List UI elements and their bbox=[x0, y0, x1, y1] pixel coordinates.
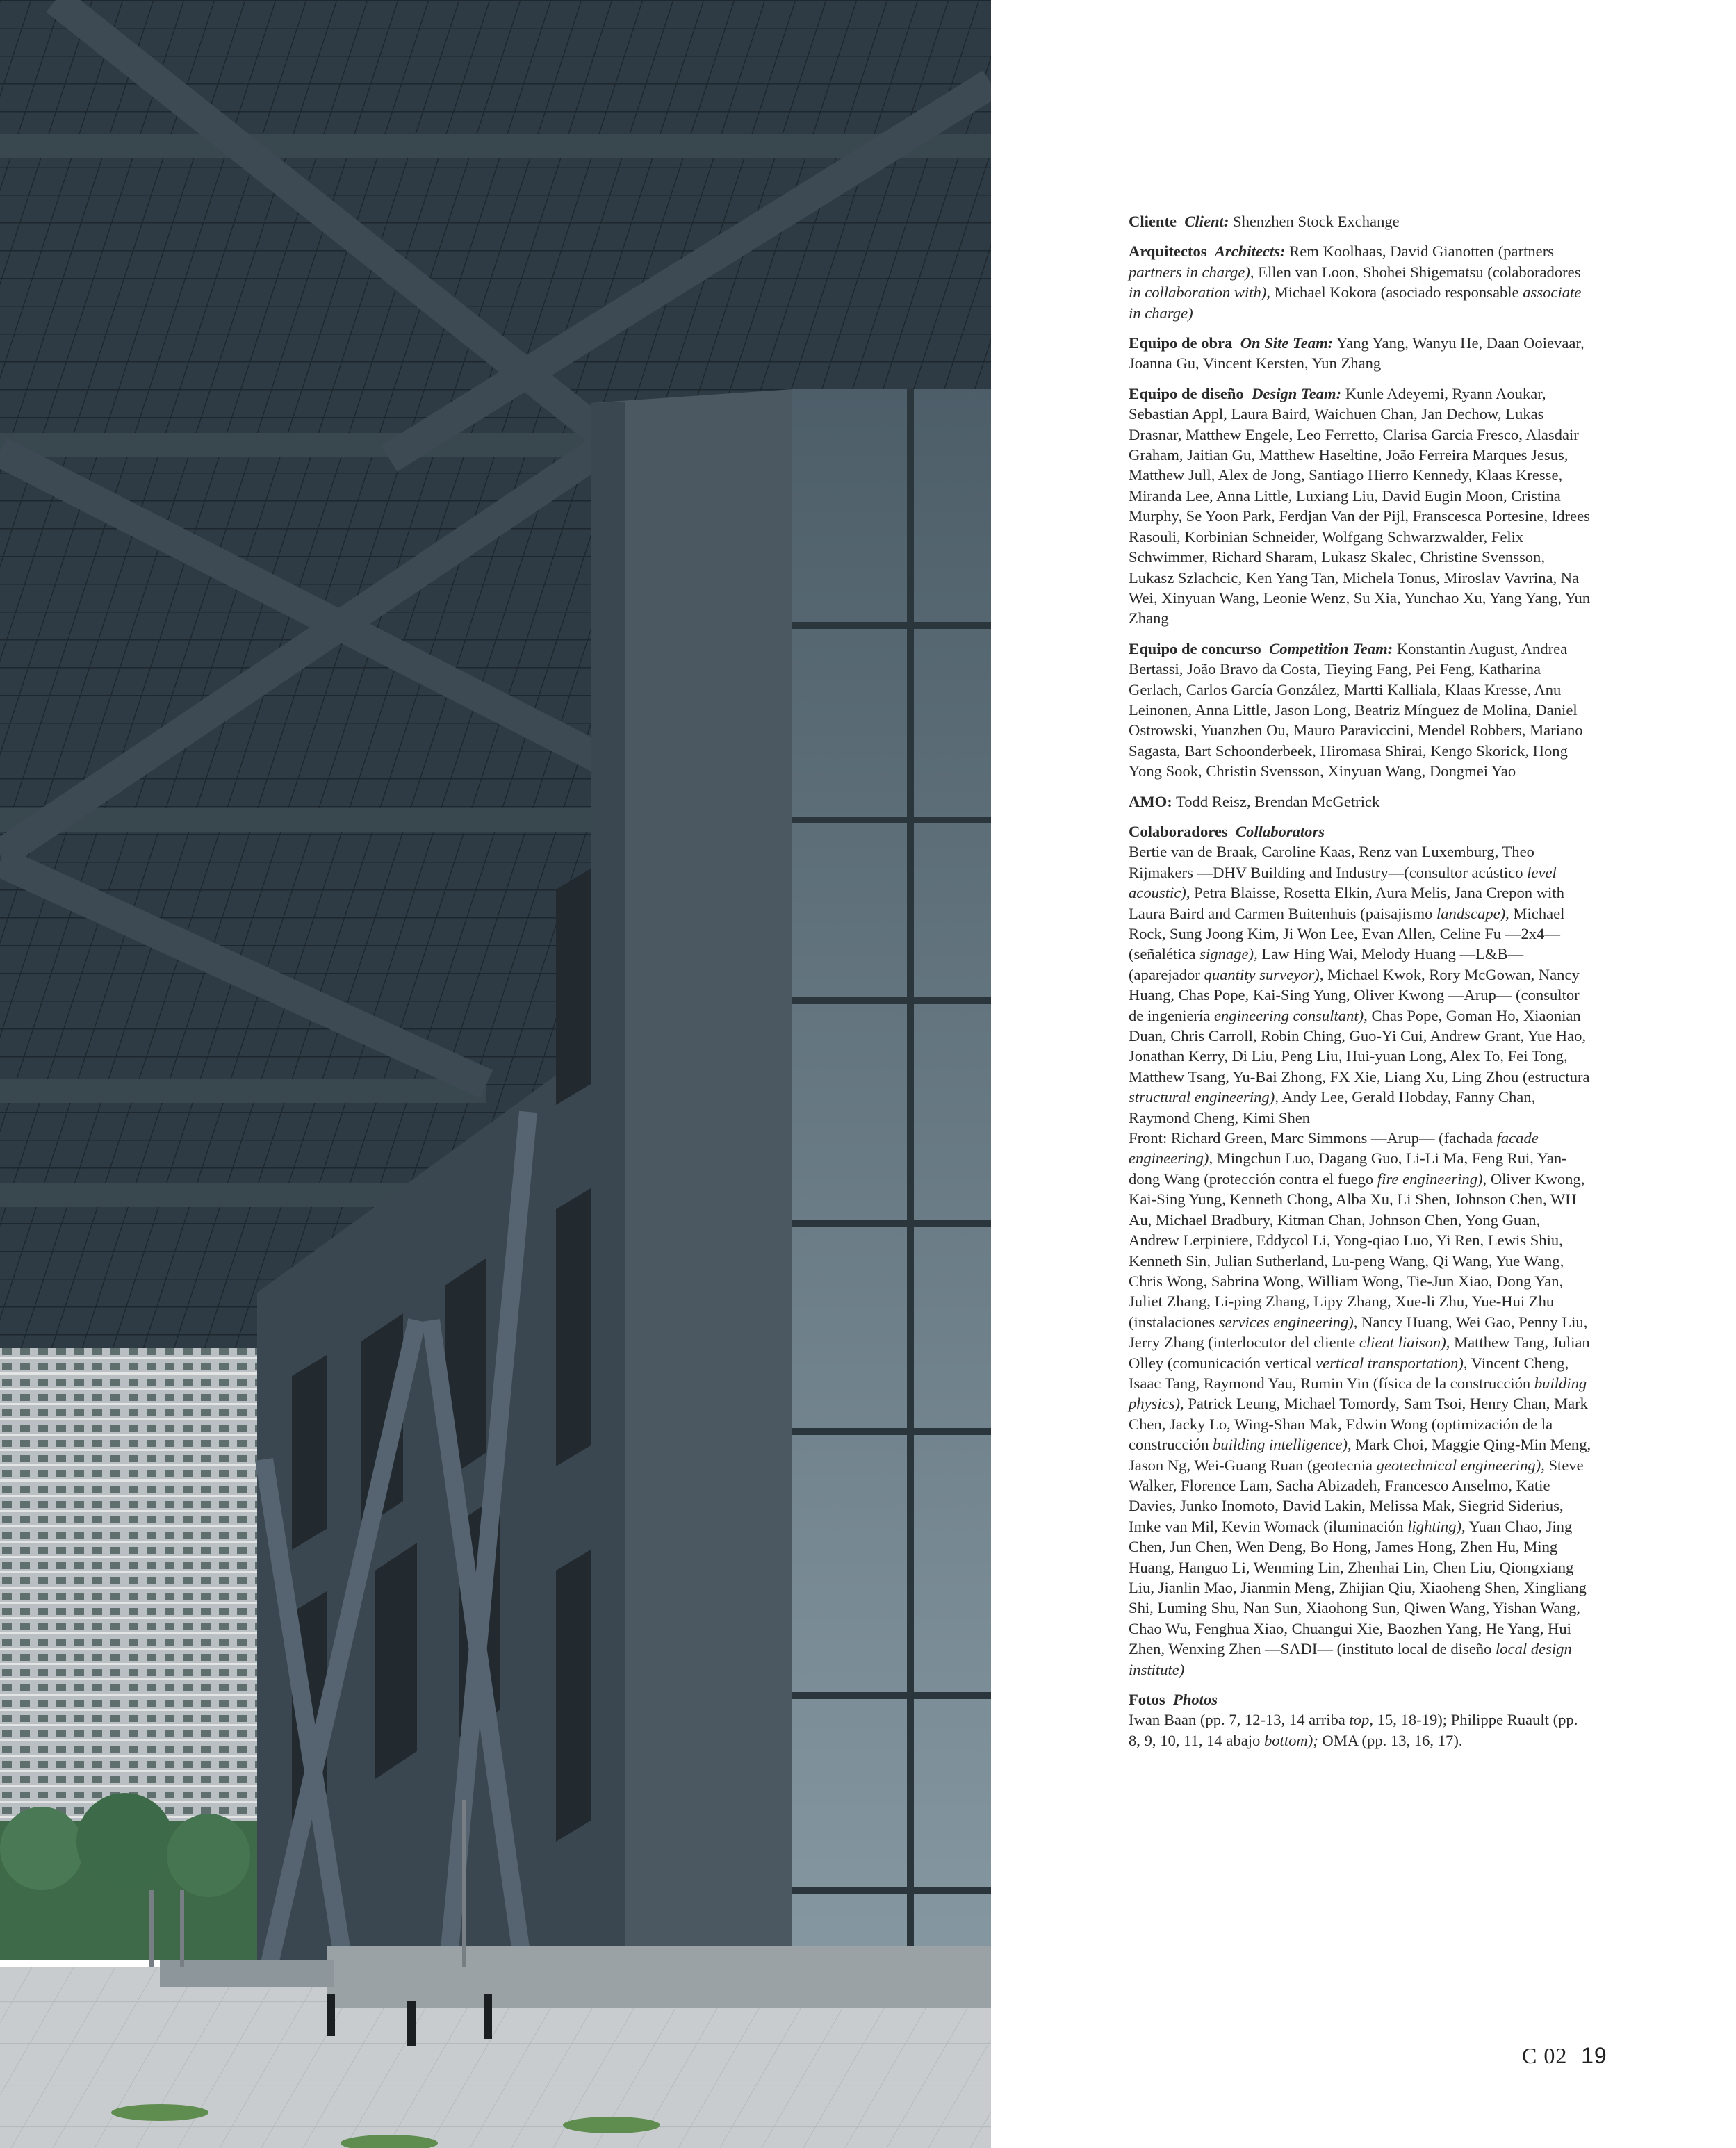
page-number: 19 bbox=[1581, 2043, 1607, 2068]
credit-client: Cliente Client: Shenzhen Stock Exchange bbox=[1129, 213, 1400, 230]
credit-amo: AMO: Todd Reisz, Brendan McGetrick bbox=[1129, 792, 1380, 810]
credit-photos: Fotos Photos Iwan Baan (pp. 7, 12-13, 14 arriba top, 15, 18-19); Philippe Ruault (pp. 8, 9, 10, 11, 14 abajo bottom); OMA (pp. 13, 16, 17). bbox=[1129, 1691, 1578, 1749]
credit-collaborators: Colaboradores Collaborators Bertie van de Braak, Caroline Kaas, Renz van Luxemburg, Theo Rijmakers —DHV Building and Industry—(consultor acústico level acoustic), Petra Blaisse, Rosetta Elkin, Aura Melis, Jana Crepon with Laura Baird and Carmen Buitenhuis (paisajismo landscape), Michael Rock, Sung Joong Kim, Ji Won Lee, Evan Allen, Celine Fu —2x4— (señalética signage), Law Hing Wai, Melody Huang —L&B— (aparejador quantity surveyor), Michael Kwok, Rory McGowan, Nancy Huang, Chas Pope, Kai-Sing Yung, Oliver Kwong —Arup— (consultor de ingeniería engineering consultant), Chas Pope, Goman Ho, Xiaonian Duan, Chris Carroll, Robin Ching, Guo-Yi Cui, Andrew Grant, Yue Hao, Jonathan Kerry, Di Liu, Peng Liu, Hui-yuan Long, Alex To, Fei Tong, Matthew Tsang, Yu-Bai Zhong, FX Xie, Liang Xu, Ling Zhou (estructura structural engineering), Andy Lee, Gerald Hobday, Fanny Chan, Raymond Cheng, Kimi Shen Front: Richard Green, Marc Simmons —Arup— (fachada facade engineering), Mingchun Luo, Dagang Guo, Li-Li Ma, Feng Rui, Yan-dong Wang (protección contra el fuego fire engineering), Oliver Kwong, Kai-Sing Yung, Kenneth Chong, Alba Xu, Li Shen, Johnson Chen, WH Au, Michael Bradbury, Kitman Chan, Johnson Chen, Yong Guan, Andrew Lerpiniere, Eddycol Li, Yong-qiao Luo, Yi Ren, Lewis Shiu, Kenneth Sin, Julian Sutherland, Lu-peng Wang, Qi Wang, Yue Wang, Chris Wong, Sabrina Wong, William Wong, Tie-Jun Xiao, Dong Yan, Juliet Zhang, Li-ping Zhang, Lipy Zhang, Xue-li Zhu, Yue-Hui Zhu (instalaciones services engineering), Nancy Huang, Wei Gao, Penny Liu, Jerry Zhang (interlocutor del cliente client liaison), Matthew Tang, Julian Olley (comunicación vertical vertical transportation), Vincent Cheng, Isaac Tang, Raymond Yau, Rumin Yin (física de la construcción building physics), Patrick Leung, Michael Tomordy, Sam Tsoi, Henry Chan, Mark Chen, Jacky Lo, Wing-Shan Mak, Edwin Wong (optimización de la construcción building intelligence), Mark Choi, Maggie Qing-Min Meng, Jason Ng, Wei-Guang Ruan (geotecnia geotechnical engineering), Steve Walker, Florence Lam, Sacha Abizadeh, Francesco Anselmo, Katie Davies, Junko Inomoto, David Lakin, Melissa Mak, Siegrid Siderius, Imke van Mil, Kevin Womack (iluminación lighting), Yuan Chao, Jing Chen, Jun Chen, Wen Deng, Bo Hong, James Hong, Zhen Hu, Ming Huang, Hanguo Li, Wenming Lin, Zhenhai Lin, Chen Liu, Qiongxiang Liu, Jianlin Mao, Jianmin Meng, Zhijian Qiu, Xiaoheng Shen, Xingliang Shi, Luming Shu, Nan Sun, Xiaohong Sun, Qiwen Wang, Yishan Wang, Chao Wu, Fenghua Xiao, Chuangui Xie, Baozhen Yang, He Yang, Hui Zhen, Wenxing Zhen —SADI— (instituto local de diseño local design institute) bbox=[1129, 822, 1591, 1678]
credits-column bbox=[1129, 211, 1591, 1760]
credit-onsite-team: Equipo de obra On Site Team: Yang Yang, Wanyu He, Daan Ooievaar, Joanna Gu, Vincent Kersten, Yun Zhang bbox=[1129, 334, 1584, 372]
credit-competition-team: Equipo de concurso Competition Team: Konstantin August, Andrea Bertassi, João Bravo da Costa, Tieying Fang, Pei Feng, Katharina Gerlach, Carlos García González, Martti Kalliala, Klaas Kresse, Anu Leinonen, Anna Little, Jason Long, Beatriz Mínguez de Molina, Daniel Ostrowski, Yuanzhen Ou, Mauro Paraviccini, Mendel Robbers, Mariano Sagasta, Bart Schoonderbeek, Hiromasa Shirai, Kengo Skorick, Hong Yong Sook, Christin Svensson, Xinyuan Wang, Dongmei Yao bbox=[1129, 639, 1583, 780]
credit-architects: Arquitectos Architects: Rem Koolhaas, David Gianotten (partners partners in charge), Ellen van Loon, Shohei Shigematsu (colaboradores in collaboration with), Michael Kokora (asociado responsable associate in charge) bbox=[1129, 243, 1582, 322]
credit-design-team: Equipo de diseño Design Team: Kunle Adeyemi, Ryann Aoukar, Sebastian Appl, Laura Baird, Waichuen Chan, Jan Dechow, Lukas Drasnar, Matthew Engele, Leo Ferretto, Clarisa Garcia Fresco, Alasdair Graham, Jaitian Gu, Matthew Haseltine, João Ferreira Marques Jesus, Matthew Jull, Alex de Jong, Santiago Hierro Kennedy, Klaas Kresse, Miranda Lee, Anna Little, Luxiang Liu, David Eugin Moon, Cristina Murphy, Se Yoon Park, Ferdjan Van der Pijl, Franscesca Portesine, Idrees Rasouli, Korbinian Schneider, Wolfgang Schwarzwalder, Felix Schwimmer, Richard Sharam, Lukasz Skalec, Christine Svensson, Lukasz Szlachcic, Ken Yang Tan, Michela Tonus, Miroslav Vavrina, Na Wei, Xinyuan Wang, Leonie Wenz, Su Xia, Yunchao Xu, Yang Yang, Yun Zhang bbox=[1129, 384, 1591, 628]
page-folio bbox=[1522, 2043, 1607, 2069]
magazine-mark: C 02 bbox=[1522, 2043, 1568, 2068]
